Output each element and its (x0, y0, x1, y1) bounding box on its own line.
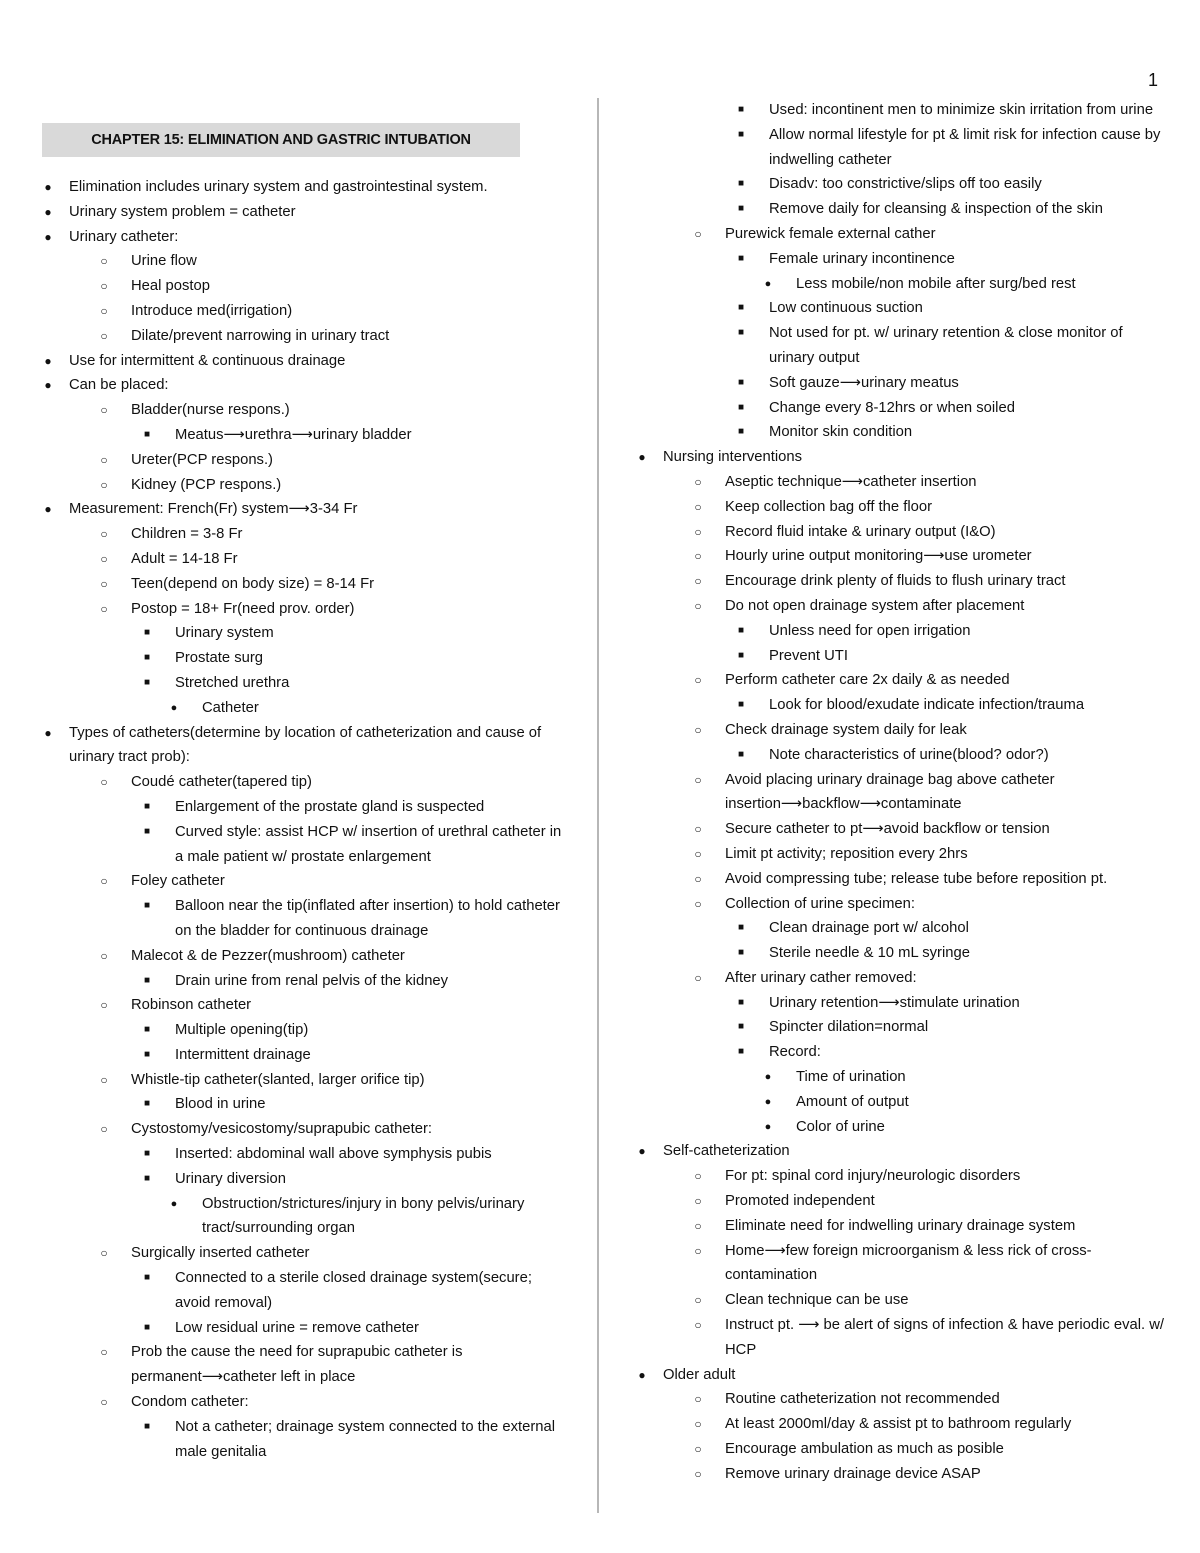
outline-item (636, 172, 1166, 197)
bullet-icon: ● (764, 1120, 772, 1133)
outline-item-text: Nursing interventions (663, 449, 802, 466)
column-divider (597, 98, 599, 1513)
bullet-icon: ■ (737, 327, 745, 339)
bullet-icon: ○ (100, 1246, 108, 1261)
outline-item (42, 373, 562, 398)
outline-item-text: Bladder(nurse respons.) (131, 402, 290, 419)
outline-item (636, 371, 1166, 396)
chapter-title: CHAPTER 15: ELIMINATION AND GASTRIC INTUBATION (91, 132, 471, 148)
outline-item-text: Types of catheters(determine by location of catheterization and cause of urinary tract prob): (69, 724, 542, 766)
outline-item (636, 867, 1166, 892)
bullet-icon: ● (638, 450, 646, 465)
bullet-icon: ■ (143, 900, 151, 912)
outline-item-text: Postop = 18+ Fr(need prov. order) (131, 600, 355, 617)
bullet-icon: ■ (737, 252, 745, 264)
outline-item (42, 1390, 562, 1415)
outline-item-text: Urinary catheter: (69, 228, 179, 245)
bullet-icon: ○ (100, 775, 108, 790)
bullet-icon: ■ (143, 1420, 151, 1432)
outline-item (636, 693, 1166, 718)
bullet-icon: ■ (143, 1172, 151, 1184)
outline-item-text: Prostate surg (175, 650, 264, 667)
outline-item (42, 1117, 562, 1142)
outline-item-text: For pt: spinal cord injury/neurologic disorders (725, 1168, 1021, 1185)
bullet-icon: ■ (737, 426, 745, 438)
outline-item-text: Urine flow (131, 253, 197, 270)
outline-item (42, 646, 562, 671)
bullet-icon: ● (44, 725, 52, 740)
outline-item-text: Prevent UTI (769, 647, 848, 664)
outline-item (42, 1266, 562, 1316)
outline-item (42, 547, 562, 572)
outline-item (42, 597, 562, 622)
outline-item (636, 916, 1166, 941)
outline-item (636, 743, 1166, 768)
bullet-icon: ■ (737, 1046, 745, 1058)
outline-item-text: Urinary diversion (175, 1170, 287, 1187)
outline-item-text: Curved style: assist HCP w/ insertion of urethral catheter in a male patient w/ prostate enlargement (175, 823, 562, 865)
outline-item (42, 1092, 562, 1117)
outline-item (42, 1241, 562, 1266)
outline-item-text: Ureter(PCP respons.) (131, 451, 273, 468)
bullet-icon: ■ (143, 1024, 151, 1036)
bullet-icon: ■ (143, 1048, 151, 1060)
outline-item-text: Aseptic technique⟶catheter insertion (725, 473, 977, 490)
outline-item-text: Sterile needle & 10 mL syringe (769, 945, 970, 962)
outline-item (42, 522, 562, 547)
bullet-icon: ○ (694, 1243, 702, 1258)
outline-item (636, 1015, 1166, 1040)
bullet-icon: ○ (694, 1194, 702, 1209)
bullet-icon: ■ (143, 428, 151, 440)
bullet-icon: ■ (143, 825, 151, 837)
outline-item (42, 944, 562, 969)
outline-item-text: Female urinary incontinence (769, 250, 955, 267)
outline-item (636, 1462, 1166, 1487)
outline-item (636, 842, 1166, 867)
outline-item-text: Color of urine (796, 1118, 885, 1135)
outline-item (42, 969, 562, 994)
outline-item (636, 569, 1166, 594)
outline-item-text: At least 2000ml/day & assist pt to bathroom regularly (725, 1416, 1072, 1433)
bullet-icon: ○ (100, 477, 108, 492)
outline-item-text: Malecot & de Pezzer(mushroom) catheter (131, 947, 405, 964)
bullet-icon: ■ (737, 302, 745, 314)
bullet-icon: ○ (694, 772, 702, 787)
outline-item-text: Record fluid intake & urinary output (I&O) (725, 523, 996, 540)
outline-item-text: Clean drainage port w/ alcohol (769, 920, 969, 937)
bullet-icon: ○ (694, 1466, 702, 1481)
outline-item-text: Purewick female external cather (725, 225, 936, 242)
outline-item (636, 445, 1166, 470)
bullet-icon: ○ (694, 549, 702, 564)
bullet-icon: ○ (100, 328, 108, 343)
bullet-icon: ■ (737, 128, 745, 140)
bullet-icon: ○ (694, 1417, 702, 1432)
bullet-icon: ● (44, 353, 52, 368)
outline-item (636, 1387, 1166, 1412)
outline-item-text: Less mobile/non mobile after surg/bed rest (796, 275, 1076, 292)
outline-item-text: Stretched urethra (175, 674, 290, 691)
outline-item-text: Heal postop (131, 278, 210, 295)
outline-item-text: Whistle-tip catheter(slanted, larger orifice tip) (131, 1071, 425, 1088)
outline-item (42, 770, 562, 795)
outline-item-text: Time of urination (796, 1069, 906, 1086)
outline-item-text: Urinary system problem = catheter (69, 203, 296, 220)
outline-item-text: Inserted: abdominal wall above symphysis pubis (175, 1146, 492, 1163)
outline-item-text: Blood in urine (175, 1096, 266, 1113)
outline-item (636, 668, 1166, 693)
bullet-icon: ■ (737, 996, 745, 1008)
outline-item-text: Older adult (663, 1366, 736, 1383)
outline-item-text: Urinary system (175, 625, 274, 642)
outline-item (42, 1415, 562, 1465)
outline-item-text: Low residual urine = remove catheter (175, 1319, 419, 1336)
bullet-icon: ■ (737, 376, 745, 388)
bullet-icon: ○ (100, 1345, 108, 1360)
outline-item (636, 892, 1166, 917)
bullet-icon: ■ (737, 649, 745, 661)
bullet-icon: ■ (737, 1021, 745, 1033)
bullet-icon: ■ (143, 1272, 151, 1284)
outline-item-text: Keep collection bag off the floor (725, 498, 933, 515)
outline-item (636, 718, 1166, 743)
outline-item (42, 200, 562, 225)
bullet-icon: ○ (100, 998, 108, 1013)
outline-item-text: Measurement: French(Fr) system⟶3-34 Fr (69, 501, 358, 518)
bullet-icon: ■ (737, 203, 745, 215)
outline-item (42, 1043, 562, 1068)
bullet-icon: ○ (100, 874, 108, 889)
outline-item (42, 175, 562, 200)
outline-item-text: Remove urinary drainage device ASAP (725, 1465, 981, 1482)
outline-item (42, 1316, 562, 1341)
bullet-icon: ○ (694, 574, 702, 589)
outline-item (42, 795, 562, 820)
outline-item-text: Connected to a sterile closed drainage system(secure; avoid removal) (175, 1270, 532, 1311)
outline-item-text: Enlargement of the prostate gland is suspected (175, 798, 485, 815)
bullet-icon: ○ (694, 970, 702, 985)
outline-item-text: Check drainage system daily for leak (725, 721, 967, 738)
outline-item (636, 247, 1166, 272)
bullet-icon: ● (764, 1095, 772, 1108)
outline-item (636, 1115, 1166, 1140)
outline-item-text: Prob the cause the need for suprapubic catheter is permanent⟶catheter left in place (131, 1344, 463, 1386)
bullet-icon: ● (44, 502, 52, 517)
outline-item (636, 495, 1166, 520)
chapter-title-banner (42, 123, 520, 157)
bullet-icon: ○ (694, 871, 702, 886)
bullet-icon: ○ (694, 1293, 702, 1308)
outline-item (42, 621, 562, 646)
bullet-icon: ○ (694, 226, 702, 241)
outline-item-text: Teen(depend on body size) = 8-14 Fr (131, 575, 375, 592)
bullet-icon: ■ (737, 748, 745, 760)
outline-item (42, 993, 562, 1018)
bullet-icon: ○ (694, 673, 702, 688)
bullet-icon: ● (638, 1144, 646, 1159)
bullet-icon: ○ (694, 1218, 702, 1233)
outline-item-text: Coudé catheter(tapered tip) (131, 774, 312, 791)
bullet-icon: ○ (694, 1442, 702, 1457)
bullet-icon: ○ (100, 403, 108, 418)
outline-item-text: Instruct pt. ⟶ be alert of signs of infection & have periodic eval. w/ HCP (725, 1317, 1165, 1358)
bullet-icon: ■ (143, 652, 151, 664)
bullet-icon: ○ (100, 601, 108, 616)
outline-item-text: Hourly urine output monitoring⟶use urometer (725, 548, 1032, 565)
bullet-icon: ● (764, 277, 772, 290)
outline-item-text: Promoted independent (725, 1193, 875, 1210)
bullet-icon: ■ (143, 676, 151, 688)
bullet-icon: ○ (694, 524, 702, 539)
outline-item (636, 520, 1166, 545)
bullet-icon: ○ (100, 452, 108, 467)
outline-item-text: Robinson catheter (131, 997, 252, 1014)
outline-item (42, 1018, 562, 1043)
outline-item-text: Cystostomy/vesicostomy/suprapubic catheter: (131, 1121, 432, 1138)
outline-item (636, 396, 1166, 421)
bullet-icon: ■ (737, 104, 745, 115)
outline-item (42, 249, 562, 274)
outline-item-text: Obstruction/strictures/injury in bony pelvis/urinary tract/surrounding organ (202, 1195, 525, 1237)
page-number: 1 (1148, 70, 1159, 90)
outline-item-text: Record: (769, 1044, 821, 1061)
bullet-icon: ○ (694, 1392, 702, 1407)
outline-item (636, 1164, 1166, 1189)
outline-item-text: Introduce med(irrigation) (131, 302, 293, 319)
bullet-icon: ○ (694, 846, 702, 861)
outline-item (636, 619, 1166, 644)
bullet-icon: ■ (737, 922, 745, 934)
bullet-icon: ■ (737, 401, 745, 413)
outline-item (636, 420, 1166, 445)
outline-item-text: Disadv: too constrictive/slips off too easily (769, 176, 1042, 193)
outline-item-text: Catheter (202, 699, 259, 716)
outline-item (636, 941, 1166, 966)
outline-item-text: Condom catheter: (131, 1394, 249, 1411)
outline-item (636, 1412, 1166, 1437)
outline-item (636, 966, 1166, 991)
bullet-icon: ● (44, 378, 52, 393)
outline-item-text: Used: incontinent men to minimize skin irritation from urine (769, 102, 1154, 118)
outline-item-text: Do not open drainage system after placement (725, 597, 1025, 614)
bullet-icon: ■ (737, 947, 745, 959)
outline-item-text: Amount of output (796, 1093, 909, 1110)
outline-item (42, 299, 562, 324)
bullet-icon: ■ (143, 627, 151, 639)
outline-item (636, 123, 1166, 173)
bullet-icon: ○ (694, 499, 702, 514)
outline-item (42, 423, 562, 448)
bullet-icon: ■ (737, 624, 745, 636)
outline-item (42, 696, 562, 721)
outline-item (42, 721, 562, 771)
outline-item-text: Collection of urine specimen: (725, 895, 915, 912)
outline-item-text: Note characteristics of urine(blood? odor?) (769, 746, 1049, 763)
bullet-icon: ● (44, 180, 52, 194)
bullet-icon: ○ (694, 1318, 702, 1333)
outline-item-text: Soft gauze⟶urinary meatus (769, 374, 959, 391)
outline-item (636, 1139, 1166, 1164)
outline-item-text: Meatus⟶urethra⟶urinary bladder (175, 426, 412, 443)
outline-item-text: Dilate/prevent narrowing in urinary tract (131, 327, 390, 344)
outline-item-text: Can be placed: (69, 377, 169, 394)
outline-item (636, 991, 1166, 1016)
outline-item (636, 1040, 1166, 1065)
outline-item-text: Routine catheterization not recommended (725, 1391, 1000, 1408)
outline-item (636, 197, 1166, 222)
outline-item-text: Kidney (PCP respons.) (131, 476, 282, 493)
outline-item (42, 820, 562, 870)
outline-item (42, 869, 562, 894)
outline-item-text: Elimination includes urinary system and gastrointestinal system. (69, 179, 488, 195)
outline-item (42, 1068, 562, 1093)
outline-item-text: Use for intermittent & continuous drainage (69, 352, 346, 369)
outline-item (42, 398, 562, 423)
bullet-icon: ○ (694, 896, 702, 911)
bullet-icon: ■ (737, 699, 745, 711)
outline-item-text: Not a catheter; drainage system connected to the external male genitalia (175, 1418, 556, 1460)
outline-item (636, 768, 1166, 818)
outline-item-text: Limit pt activity; reposition every 2hrs (725, 845, 968, 862)
outline-item-text: Avoid placing urinary drainage bag above catheter insertion⟶backflow⟶contaminate (725, 771, 1055, 813)
bullet-icon: ○ (100, 948, 108, 963)
outline-item (636, 1090, 1166, 1115)
outline-item-text: Secure catheter to pt⟶avoid backflow or tension (725, 821, 1050, 838)
bullet-icon: ● (638, 1367, 646, 1382)
outline-item-text: Look for blood/exudate indicate infection/trauma (769, 697, 1085, 714)
outline-item-text: Clean technique can be use (725, 1292, 909, 1309)
outline-item-text: Encourage ambulation as much as posible (725, 1441, 1004, 1458)
outline-item-text: Low continuous suction (769, 300, 923, 317)
outline-item (42, 1340, 562, 1390)
outline-item-text: Urinary retention⟶stimulate urination (769, 994, 1020, 1011)
bullet-icon: ○ (694, 822, 702, 837)
outline-item (636, 1239, 1166, 1289)
outline-item (42, 671, 562, 696)
outline-item-text: Multiple opening(tip) (175, 1022, 309, 1039)
bullet-icon: ○ (100, 527, 108, 542)
outline-item (636, 1437, 1166, 1462)
outline-item-text: Self-catheterization (663, 1143, 790, 1160)
bullet-icon: ■ (143, 800, 151, 812)
bullet-icon: ○ (100, 576, 108, 591)
bullet-icon: ○ (100, 1395, 108, 1410)
outline-item-text: Surgically inserted catheter (131, 1245, 310, 1262)
bullet-icon: ○ (100, 1072, 108, 1087)
bullet-icon: ● (170, 701, 178, 714)
bullet-icon: ○ (694, 474, 702, 489)
bullet-icon: ○ (694, 722, 702, 737)
outline-item (42, 894, 562, 944)
outline-item-text: Avoid compressing tube; release tube before reposition pt. (725, 870, 1108, 887)
outline-item (636, 470, 1166, 495)
outline-item (42, 572, 562, 597)
outline-item (636, 1065, 1166, 1090)
bullet-icon: ○ (100, 1122, 108, 1137)
outline-item (42, 274, 562, 299)
right-column-outline (636, 98, 1166, 1487)
bullet-icon: ○ (694, 1169, 702, 1184)
outline-item (636, 222, 1166, 247)
outline-item (636, 644, 1166, 669)
outline-item (636, 272, 1166, 297)
bullet-icon: ● (170, 1197, 178, 1210)
outline-item-text: Home⟶few foreign microorganism & less rick of cross-contamination (725, 1242, 1092, 1284)
outline-item-text: Adult = 14-18 Fr (131, 550, 238, 567)
outline-item-text: Perform catheter care 2x daily & as needed (725, 672, 1010, 689)
outline-item (636, 1214, 1166, 1239)
outline-item (636, 817, 1166, 842)
outline-item-text: After urinary cather removed: (725, 969, 917, 986)
bullet-icon: ○ (100, 254, 108, 269)
outline-item (636, 1288, 1166, 1313)
outline-item (42, 497, 562, 522)
bullet-icon: ○ (100, 279, 108, 294)
bullet-icon: ○ (100, 303, 108, 318)
outline-item-text: Spincter dilation=normal (769, 1019, 929, 1036)
bullet-icon: ○ (694, 598, 702, 613)
outline-item (42, 1142, 562, 1167)
bullet-icon: ○ (100, 551, 108, 566)
outline-item-text: Allow normal lifestyle for pt & limit risk for infection cause by indwelling catheter (769, 126, 1161, 168)
outline-item (42, 1167, 562, 1192)
outline-item-text: Intermittent drainage (175, 1046, 311, 1063)
outline-item (42, 448, 562, 473)
left-column-outline (42, 175, 562, 1464)
bullet-icon: ■ (143, 1321, 151, 1333)
outline-item (636, 296, 1166, 321)
outline-item-text: Encourage drink plenty of fluids to flush urinary tract (725, 573, 1066, 590)
outline-item (636, 544, 1166, 569)
bullet-icon: ● (44, 229, 52, 244)
outline-item (42, 473, 562, 498)
outline-item-text: Children = 3-8 Fr (131, 526, 243, 543)
bullet-icon: ■ (737, 178, 745, 190)
outline-item (636, 321, 1166, 371)
outline-item-text: Monitor skin condition (769, 424, 913, 441)
outline-item-text: Change every 8-12hrs or when soiled (769, 399, 1015, 416)
outline-item-text: Foley catheter (131, 873, 225, 890)
outline-item (636, 594, 1166, 619)
outline-item (636, 1363, 1166, 1388)
bullet-icon: ● (764, 1071, 772, 1084)
outline-item (636, 1313, 1166, 1363)
outline-item (636, 1189, 1166, 1214)
outline-item-text: Balloon near the tip(inflated after insertion) to hold catheter on the bladder for continuous drainage (175, 898, 560, 939)
outline-item (42, 324, 562, 349)
bullet-icon: ● (44, 204, 52, 219)
outline-item-text: Unless need for open irrigation (769, 622, 971, 639)
outline-item-text: Eliminate need for indwelling urinary drainage system (725, 1217, 1076, 1234)
outline-item (42, 225, 562, 250)
outline-item-text: Drain urine from renal pelvis of the kidney (175, 972, 449, 989)
outline-item (42, 349, 562, 374)
bullet-icon: ■ (143, 974, 151, 986)
bullet-icon: ■ (143, 1098, 151, 1110)
outline-item-text: Not used for pt. w/ urinary retention & close monitor of urinary output (769, 325, 1123, 366)
outline-item (42, 1192, 562, 1242)
outline-item-text: Remove daily for cleansing & inspection of the skin (769, 201, 1103, 218)
outline-item (636, 98, 1166, 123)
bullet-icon: ■ (143, 1148, 151, 1160)
